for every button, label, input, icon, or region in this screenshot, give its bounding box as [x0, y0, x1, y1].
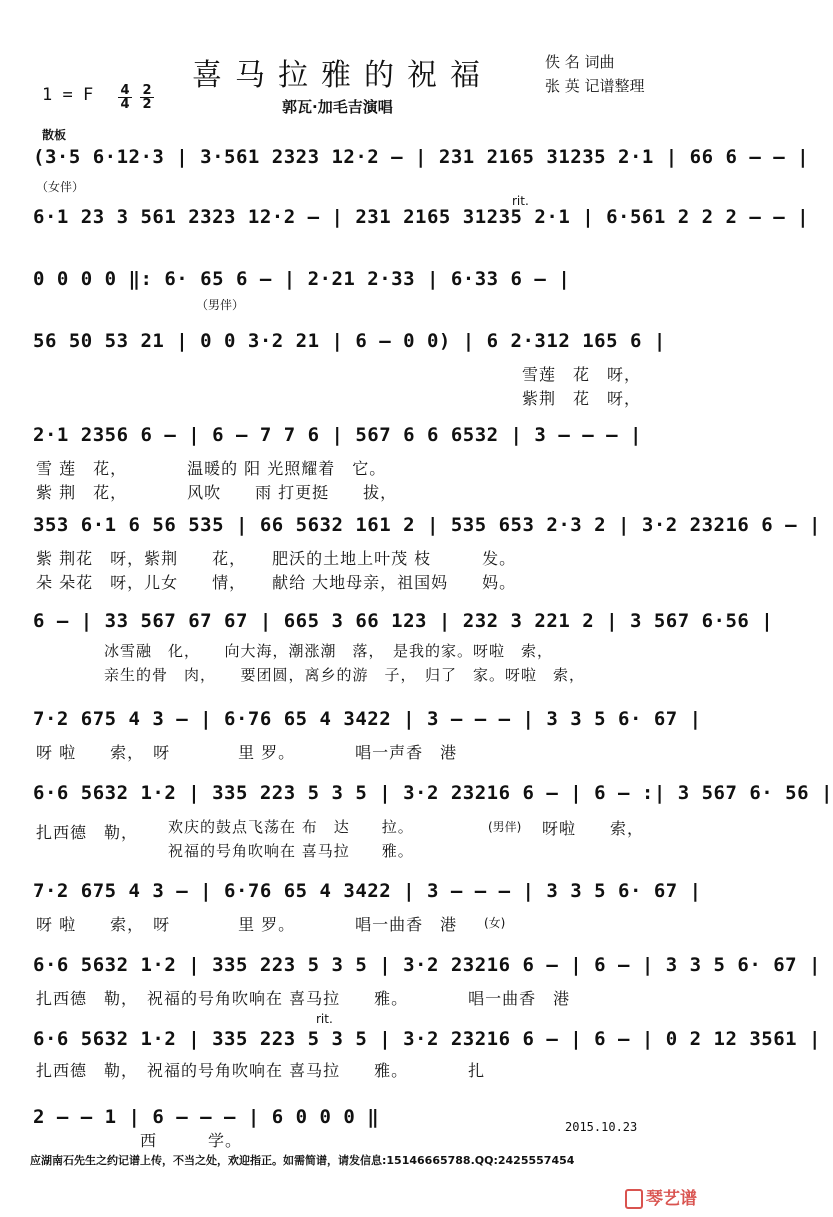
lyrics-line: 冰雪融 化， 向大海，潮涨潮 落， 是我的家。呀啦 索， [104, 642, 554, 660]
time-signature-2-4 [140, 84, 154, 111]
footer-note: 应湖南石先生之约记谱上传，不当之处，欢迎指正。如需简谱，请发信息:15146665788.QQ:2425557454 [30, 1154, 575, 1167]
lyrics-line: 雪莲 花 呀， [522, 365, 642, 384]
notation-system-1: (3·5 6·12·3 | 3·561 2323 12·2 — | 231 2165 31235 2·1 | 66 6 — — | [33, 146, 810, 168]
notation-system-7: 6 — | 33 567 67 67 | 665 3 66 123 | 232 3 221 2 | 3 567 6·56 | [33, 610, 774, 632]
lyrics-line: 雪 莲 花， 温暖的 阳 光照耀着 它。 [36, 459, 387, 478]
notation-system-4: 56 50 53 21 | 0 0 3·2 21 | 6 — 0 0) | 6 2·312 165 6 | [33, 330, 666, 352]
lyrics-line: 紫 荆 花， 风吹 雨 打更挺 拔， [36, 483, 398, 502]
site-logo[interactable] [625, 1184, 697, 1209]
lyrics-line: 呀啦 索， [542, 819, 645, 838]
lyrics-line: 呀 啦 索， 呀 里 罗。 唱一声香 港 [36, 743, 458, 762]
notation-system-13: 2 — — 1 | 6 — — — | 6 0 0 0 ‖ [33, 1106, 380, 1128]
notation-system-3: 0 0 0 0 ‖: 6· 65 6 — | 2·21 2·33 | 6·33 6 — | [33, 268, 571, 290]
lyrics-line: 扎西德 勒， 祝福的号角吹响在 喜马拉 雅。 唱一曲香 港 [36, 989, 571, 1008]
key-signature: 1 = F [42, 85, 94, 105]
part-label-male: （男伴） [196, 298, 245, 312]
notation-system-11: 6·6 5632 1·2 | 335 223 5 3 5 | 3·2 23216 6 — | 6 — | 3 3 5 6· 67 | [33, 954, 821, 976]
time-sig-numerator: 2 [140, 84, 154, 98]
tempo-marking: 散板 [42, 128, 67, 142]
lyrics-line: 紫 荆花 呀，紫荆 花， 肥沃的土地上叶茂 枝 发。 [36, 549, 517, 568]
lyrics-line: 祝福的号角吹响在 喜马拉 雅。 [168, 842, 414, 860]
lyrics-line: 朵 朵花 呀，儿女 情， 献给 大地母亲，祖国妈 妈。 [36, 573, 517, 592]
transcription-date: 2015.10.23 [565, 1120, 638, 1134]
notation-system-6: 353 6·1 6 56 535 | 66 5632 161 2 | 535 653 2·3 2 | 3·2 23216 6 — | [33, 514, 821, 536]
lyrics-line: 呀 啦 索， 呀 里 罗。 唱一曲香 港 [36, 915, 458, 934]
lyrics-line: 扎西德 勒， 祝福的号角吹响在 喜马拉 雅。 扎 [36, 1061, 486, 1080]
time-sig-denominator: 4 [120, 97, 130, 112]
notation-system-2: 6·1 23 3 561 2323 12·2 — | 231 2165 31235 2·1 | 6·561 2 2 2 — — | [33, 206, 810, 228]
time-signature-4-4 [118, 84, 132, 111]
credit-lyrics-music: 佚 名 词曲 [545, 53, 615, 71]
notation-system-10: 7·2 675 4 3 — | 6·76 65 4 3422 | 3 — — — | 3 3 5 6· 67 | [33, 880, 702, 902]
part-label-female: （女伴） [36, 180, 85, 194]
notation-system-5: 2·1 2356 6 — | 6 — 7 7 6 | 567 6 6 6532 | 3 — — — | [33, 424, 642, 446]
lyrics-line: 扎西德 勒， [36, 823, 139, 842]
part-label-female: (女) [484, 916, 506, 930]
performer: 郭瓦·加毛吉演唱 [282, 98, 393, 116]
lyrics-line: 欢庆的鼓点飞荡在 布 达 拉。 [168, 818, 414, 836]
song-title: 喜马拉雅的祝福 [192, 58, 493, 93]
notation-system-8: 7·2 675 4 3 — | 6·76 65 4 3422 | 3 — — — | 3 3 5 6· 67 | [33, 708, 702, 730]
rit-marking: rit. [316, 1012, 333, 1026]
lyrics-line: 亲生的骨 肉， 要团圆，离乡的游 子， 归了 家。呀啦 索， [104, 666, 586, 684]
lyrics-line: 西 学。 [140, 1131, 243, 1150]
notation-system-12: 6·6 5632 1·2 | 335 223 5 3 5 | 3·2 23216 6 — | 6 — | 0 2 12 3561 | [33, 1028, 821, 1050]
time-sig-numerator: 4 [118, 84, 132, 98]
lyrics-line: 紫荆 花 呀， [522, 389, 642, 408]
logo-icon [625, 1189, 643, 1209]
notation-system-9: 6·6 5632 1·2 | 335 223 5 3 5 | 3·2 23216 6 — | 6 — :| 3 567 6· 56 | [33, 782, 833, 804]
part-label-male: (男伴) [488, 820, 522, 834]
credit-transcriber: 张 英 记谱整理 [545, 77, 645, 95]
logo-text: 琴艺谱 [646, 1189, 697, 1209]
rit-marking: rit. [512, 194, 529, 208]
time-sig-denominator: 2 [142, 97, 152, 112]
